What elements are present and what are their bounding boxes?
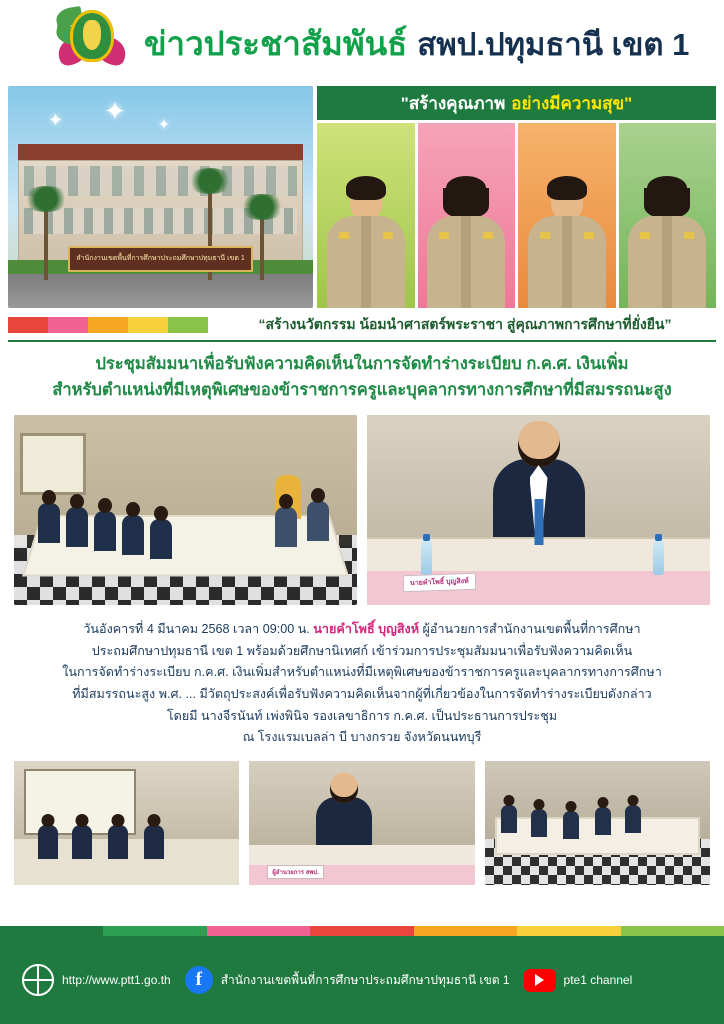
body-line-1-pre: วันอังคารที่ 4 มีนาคม 2568 เวลา 09:00 น. <box>83 622 314 637</box>
building-sign-text: สำนักงานเขตพื้นที่การศึกษาประถมศึกษาปทุมธานี เขต 1 <box>68 246 253 272</box>
footer-youtube-label: pte1 channel <box>563 973 633 987</box>
page-title-secondary: สพป.ปทุมธานี เขต 1 <box>417 26 690 62</box>
portrait-officer-2 <box>418 123 516 308</box>
article-body <box>20 619 704 749</box>
facebook-icon: f <box>185 966 213 994</box>
portrait-strip <box>317 120 716 308</box>
body-highlight-name: นายคำโพธิ์ บุญสิงห์ <box>313 622 419 637</box>
banner-slogan-part2: อย่างมีความสุข" <box>511 93 633 113</box>
banner-slogan <box>317 86 716 120</box>
headline-line-2: สำหรับตำแหน่งที่มีเหตุพิเศษของข้าราชการครูและบุคลากรทางการศึกษาที่มีสมรรถนะสูง <box>52 380 672 399</box>
article-headline <box>18 352 706 403</box>
photo-seminar-room <box>485 761 710 885</box>
body-line-2: ประถมศึกษาปทุมธานี เขต 1 พร้อมด้วยศึกษานิเทศก์ เข้าร่วมการประชุมสัมมนาเพื่อรับฟังความคิดเห็น <box>91 643 633 658</box>
photo-row-secondary <box>14 761 710 885</box>
sub-slogan-row <box>8 314 716 336</box>
footer-facebook[interactable] <box>185 966 510 994</box>
photo-director-at-table <box>367 415 710 605</box>
nameplate-director: นายคำโพธิ์ บุญสิงห์ <box>403 573 476 593</box>
photo-office-building: ✦ ✦ ✦ สำนักงานเขตพื้นที่การศึกษาประถมศึกษาปทุมธานี เขต 1 <box>8 86 313 308</box>
sub-slogan-text: “สร้างนวัตกรรม น้อมนำศาสตร์พระราชา สู่คุณภาพการศึกษาที่ยั่งยืน” <box>258 316 672 332</box>
color-bar-top <box>8 317 208 333</box>
page-title-primary: ข่าวประชาสัมพันธ์ <box>144 24 408 62</box>
globe-icon <box>22 964 54 996</box>
body-line-5: โดยมี นางจีรนันท์ เพ่งพินิจ รองเลขาธิการ ก.ค.ศ. เป็นประธานการประชุม <box>166 708 558 723</box>
page-header <box>0 0 724 86</box>
footer-website[interactable] <box>22 964 171 996</box>
body-line-3: ในการจัดทำร่างระเบียบ ก.ค.ศ. เงินเพิ่มสำหรับตำแหน่งที่มีเหตุพิเศษของข้าราชการครูและบุคลากรทางการศึกษา <box>62 665 662 680</box>
body-line-1-post: ผู้อำนวยการสำนักงานเขตพื้นที่การศึกษา <box>419 622 641 637</box>
color-bar-footer <box>0 926 724 936</box>
page-footer <box>0 936 724 1024</box>
footer-facebook-label: สำนักงานเขตพื้นที่การศึกษาประถมศึกษาปทุมธานี เขต 1 <box>220 972 510 987</box>
footer-youtube[interactable] <box>524 969 633 992</box>
portrait-officer-1 <box>317 123 415 308</box>
photo-seminar-projector <box>14 761 239 885</box>
headline-line-1: ประชุมสัมมนาเพื่อรับฟังความคิดเห็นในการจัดทำร่างระเบียบ ก.ค.ศ. เงินเพิ่ม <box>95 355 629 373</box>
nameplate-director-small: ผู้อำนวยการ สพป. <box>267 865 323 879</box>
youtube-icon <box>524 969 556 992</box>
body-line-4: ที่มีสมรรถนะสูง พ.ศ. ... มีวัตถุประสงค์เพื่อรับฟังความคิดเห็นจากผู้ที่เกี่ยวข้องในการจัดทำร่างระเบียบดังกล่าว <box>72 687 652 702</box>
header-divider <box>8 340 716 342</box>
photo-meeting-room-wide <box>14 415 357 605</box>
portrait-officer-3 <box>518 123 616 308</box>
lotus-emblem-logo-icon <box>56 8 128 78</box>
footer-website-label: http://www.ptt1.go.th <box>62 973 171 987</box>
page-title <box>144 17 689 70</box>
photo-director-closeup <box>249 761 474 885</box>
banner-right <box>317 86 716 308</box>
banner-slogan-part1: "สร้างคุณภาพ <box>400 93 506 113</box>
photo-row-primary <box>14 415 710 605</box>
body-line-6: ณ โรงแรมเบลล่า บี บางกรวย จังหวัดนนทบุรี <box>242 730 482 745</box>
portrait-officer-4 <box>619 123 717 308</box>
banner <box>8 86 716 308</box>
body-line-1 <box>20 619 704 641</box>
